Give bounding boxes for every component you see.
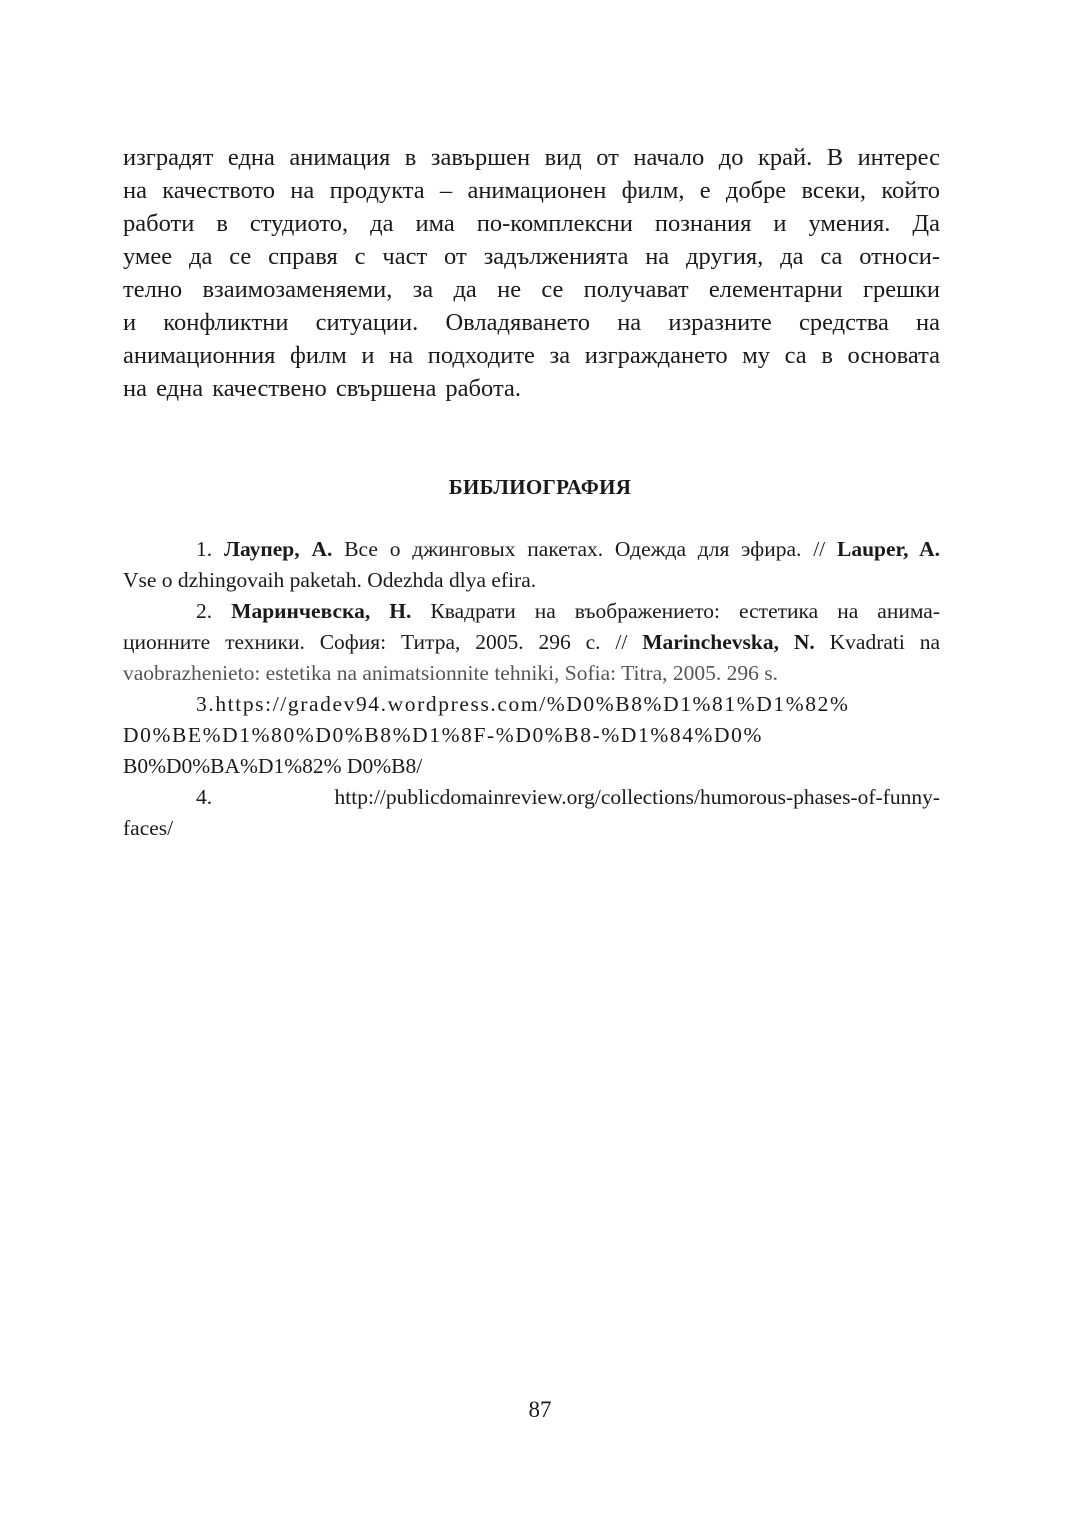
bibliography-entry-2-line-1: [123, 596, 940, 627]
paragraph-line: изградят една анимация в завършен вид от начало до край. В интерес: [123, 144, 940, 171]
bibliography-entry-3-line-2: [123, 720, 940, 751]
paragraph-line: работи в студиото, да има по-комплексни познания и умения. Да: [123, 210, 940, 237]
paragraph-line: анимационния филм и на подходите за изграждането му са в основата: [123, 342, 940, 369]
entry-url-cont: faces/: [123, 816, 174, 840]
bibliography-entry-1-line-1: [123, 534, 940, 565]
entry-transliteration-cont: vaobrazhenieto: estetika na animatsionnite tehniki, Sofia: Titra, 2005. 296 s.: [123, 661, 779, 685]
bibliography-entry-1-line-2: [123, 565, 940, 596]
entry-author: Лаупер, А.: [223, 537, 333, 561]
entry-title-cont: ционните техники. София: Титра, 2005. 296 с. //: [123, 630, 628, 654]
entry-author: Маринчевска, Н.: [231, 599, 412, 623]
paragraph-line: на качеството на продукта – анимационен филм, е добре всеки, който: [123, 177, 940, 204]
bibliography-entry-4-line-2: [123, 813, 940, 844]
page-number: 87: [528, 1397, 552, 1422]
body-paragraph: [123, 141, 940, 405]
bibliography-entry-2-line-2: [123, 627, 940, 658]
paragraph-line: и конфликтни ситуации. Овладяването на изразните средства на: [123, 309, 940, 336]
entry-number: 3.: [196, 692, 216, 716]
paragraph-line-text: на една качествено свършена работа.: [123, 375, 521, 402]
entry-transliteration: Vse o dzhingovaih paketah. Odezhda dlya efira.: [123, 568, 537, 592]
entry-author-latin: Lauper, A.: [837, 537, 941, 561]
entry-url-cont: B0%D0%BA%D1%82% D0%B8/: [123, 754, 423, 778]
entry-title: Все о джинговых пакетах. Одежда для эфира. //: [344, 537, 826, 561]
entry-url: http://publicdomainreview.org/collections/humorous-phases-of-funny-: [334, 785, 940, 809]
paragraph-line: умее да се справя с част от задълженията на другия, да са относи-: [123, 243, 940, 270]
paragraph-line: [123, 372, 940, 405]
entry-number: 4.: [196, 785, 213, 809]
entry-url: https://gradev94.wordpress.com/%D0%B8%D1%81%D1%82%: [215, 692, 850, 716]
entry-number: 1.: [196, 537, 213, 561]
bibliography-entry-3-line-3: [123, 751, 940, 782]
bibliography-entry-2-line-3: [123, 658, 940, 689]
bibliography-entry-4-line-1: [123, 782, 940, 813]
bibliography-heading: БИБЛИОГРАФИЯ: [448, 475, 632, 499]
entry-title: Квадрати на въображението: естетика на анима-: [430, 599, 941, 623]
bibliography-list: [123, 534, 940, 844]
bibliography-entry-3-line-1: [123, 689, 940, 720]
entry-url-cont: D0%BE%D1%80%D0%B8%D1%8F-%D0%B8-%D1%84%D0%: [123, 723, 764, 747]
entry-transliteration: Kvadrati na: [829, 630, 941, 654]
paragraph-line: телно взаимозаменяеми, за да не се получават елементарни грешки: [123, 276, 940, 303]
entry-number: 2.: [196, 599, 213, 623]
entry-author-latin: Marinchevska, N.: [642, 630, 815, 654]
